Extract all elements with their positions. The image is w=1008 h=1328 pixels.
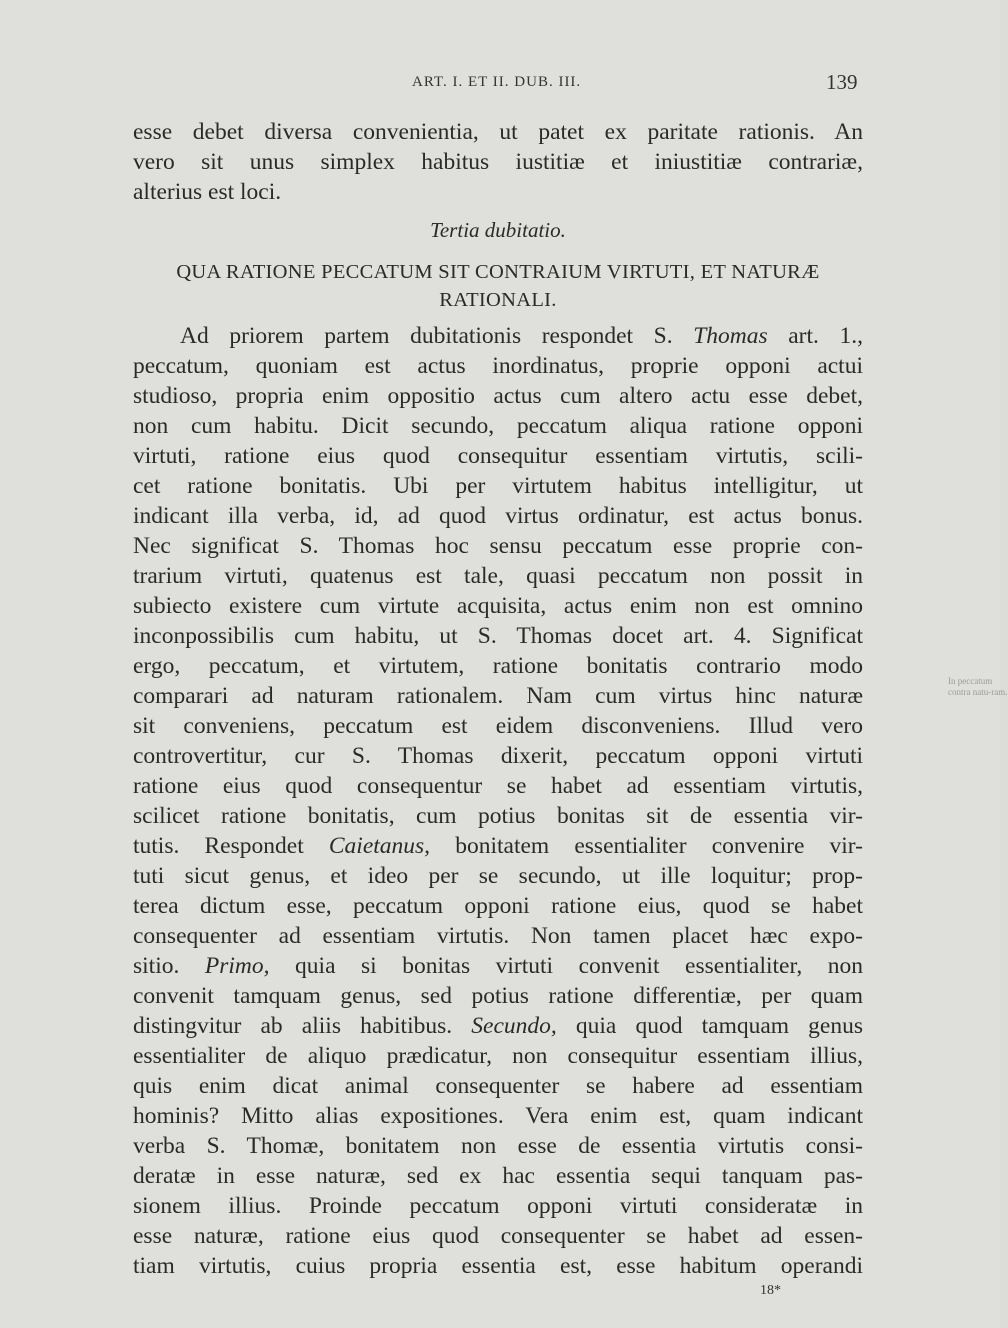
text-line: esse debet diversa convenientia, ut patet ex paritate rationis. An: [133, 119, 863, 145]
text-line: peccatum, quoniam est actus inordinatus, proprie opponi actui: [133, 353, 863, 379]
text-line-0: [180, 321, 863, 351]
text-line: verba S. Thomæ, bonitatem non esse de essentia virtutis consi-: [133, 1133, 863, 1159]
italic-name: Caietanus,: [328, 833, 431, 859]
text-line: trarium virtuti, quatenus est tale, quasi peccatum non possit in: [133, 563, 863, 589]
text-line: hominis? Mitto alias expositiones. Vera enim est, quam indicant: [133, 1103, 863, 1129]
text-line: virtuti, ratione eius quod consequitur essentiam virtutis, scili-: [133, 443, 863, 469]
running-head: ART. I. ET II. DUB. III.: [412, 74, 582, 90]
chapter-heading-line-1: QUA RATIONE PECCATUM SIT CONTRAIUM VIRTUTI, ET NATURÆ: [176, 261, 820, 283]
line-suffix: bonitatem essentialiter convenire vir-: [430, 833, 863, 859]
signature-mark: 18*: [760, 1283, 781, 1298]
text-line: indicant illa verba, id, ad quod virtus ordinatur, est actus bonus.: [133, 503, 863, 529]
text-line: Nec significat S. Thomas hoc sensu peccatum esse proprie con-: [133, 533, 863, 559]
text-line: non cum habitu. Dicit secundo, peccatum aliqua ratione opponi: [133, 413, 863, 439]
text-line: essentialiter de aliquo prædicatur, non consequitur essentiam illius,: [133, 1043, 863, 1069]
text-line: quis enim dicat animal consequenter se habere ad essentiam: [133, 1073, 863, 1099]
text-line-17: [133, 831, 863, 861]
section-title: Tertia dubitatio.: [430, 218, 566, 242]
text-line: sionem illius. Proinde peccatum opponi virtuti consideratæ in: [133, 1193, 863, 1219]
text-line-23: [133, 1011, 863, 1041]
chapter-heading-line-2: RATIONALI.: [439, 289, 557, 311]
text-line: tuti sicut genus, et ideo per se secundo, ut ille loquitur; prop-: [133, 863, 863, 889]
margin-note: In peccatum contra natu-ram.: [948, 676, 1008, 697]
line-prefix: tutis. Respondet: [133, 833, 329, 859]
line-prefix: distingvitur ab aliis habitibus.: [133, 1013, 472, 1039]
italic-word: Primo,: [204, 953, 270, 979]
text-line: inconpossibilis cum habitu, ut S. Thomas docet art. 4. Significat: [133, 623, 863, 649]
italic-word: Secundo,: [471, 1013, 557, 1039]
line-prefix: Ad priorem partem dubitationis respondet S.: [180, 323, 694, 349]
text-line: cet ratione bonitatis. Ubi per virtutem habitus intelligitur, ut: [133, 473, 863, 499]
line-suffix: quia quod tamquam genus: [556, 1013, 864, 1039]
text-line: controvertitur, cur S. Thomas dixerit, peccatum opponi virtuti: [133, 743, 863, 769]
page-number: 139: [826, 70, 858, 94]
line-suffix: art. 1.,: [767, 323, 863, 349]
text-line: vero sit unus simplex habitus iustitiæ et iniustitiæ contrariæ,: [133, 149, 863, 175]
text-line: subiecto existere cum virtute acquisita, actus enim non est omnino: [133, 593, 863, 619]
text-line: alterius est loci.: [133, 179, 282, 205]
line-prefix: sitio.: [133, 953, 205, 979]
text-line: scilicet ratione bonitatis, cum potius bonitas sit de essentia vir-: [133, 803, 863, 829]
text-line: consequenter ad essentiam virtutis. Non tamen placet hæc expo-: [133, 923, 863, 949]
text-line-21: [133, 951, 863, 981]
text-line: esse naturæ, ratione eius quod consequenter se habet ad essen-: [133, 1223, 863, 1249]
line-suffix: quia si bonitas virtuti convenit essentialiter, non: [269, 953, 864, 979]
italic-name: Thomas: [693, 323, 768, 349]
text-line: terea dictum esse, peccatum opponi ratione eius, quod se habet: [133, 893, 863, 919]
text-line: sit conveniens, peccatum est eidem disconveniens. Illud vero: [133, 713, 863, 739]
text-line: tiam virtutis, cuius propria essentia est, esse habitum operandi: [133, 1253, 863, 1279]
text-line: deratæ in esse naturæ, sed ex hac essentia sequi tanquam pas-: [133, 1163, 863, 1189]
text-line: studioso, propria enim oppositio actus cum altero actu esse debet,: [133, 383, 863, 409]
text-line: comparari ad naturam rationalem. Nam cum virtus hinc naturæ: [133, 683, 863, 709]
text-line: convenit tamquam genus, sed potius ratione differentiæ, per quam: [133, 983, 863, 1009]
text-line: ergo, peccatum, et virtutem, ratione bonitatis contrario modo: [133, 653, 863, 679]
text-line: ratione eius quod consequentur se habet ad essentiam virtutis,: [133, 773, 863, 799]
